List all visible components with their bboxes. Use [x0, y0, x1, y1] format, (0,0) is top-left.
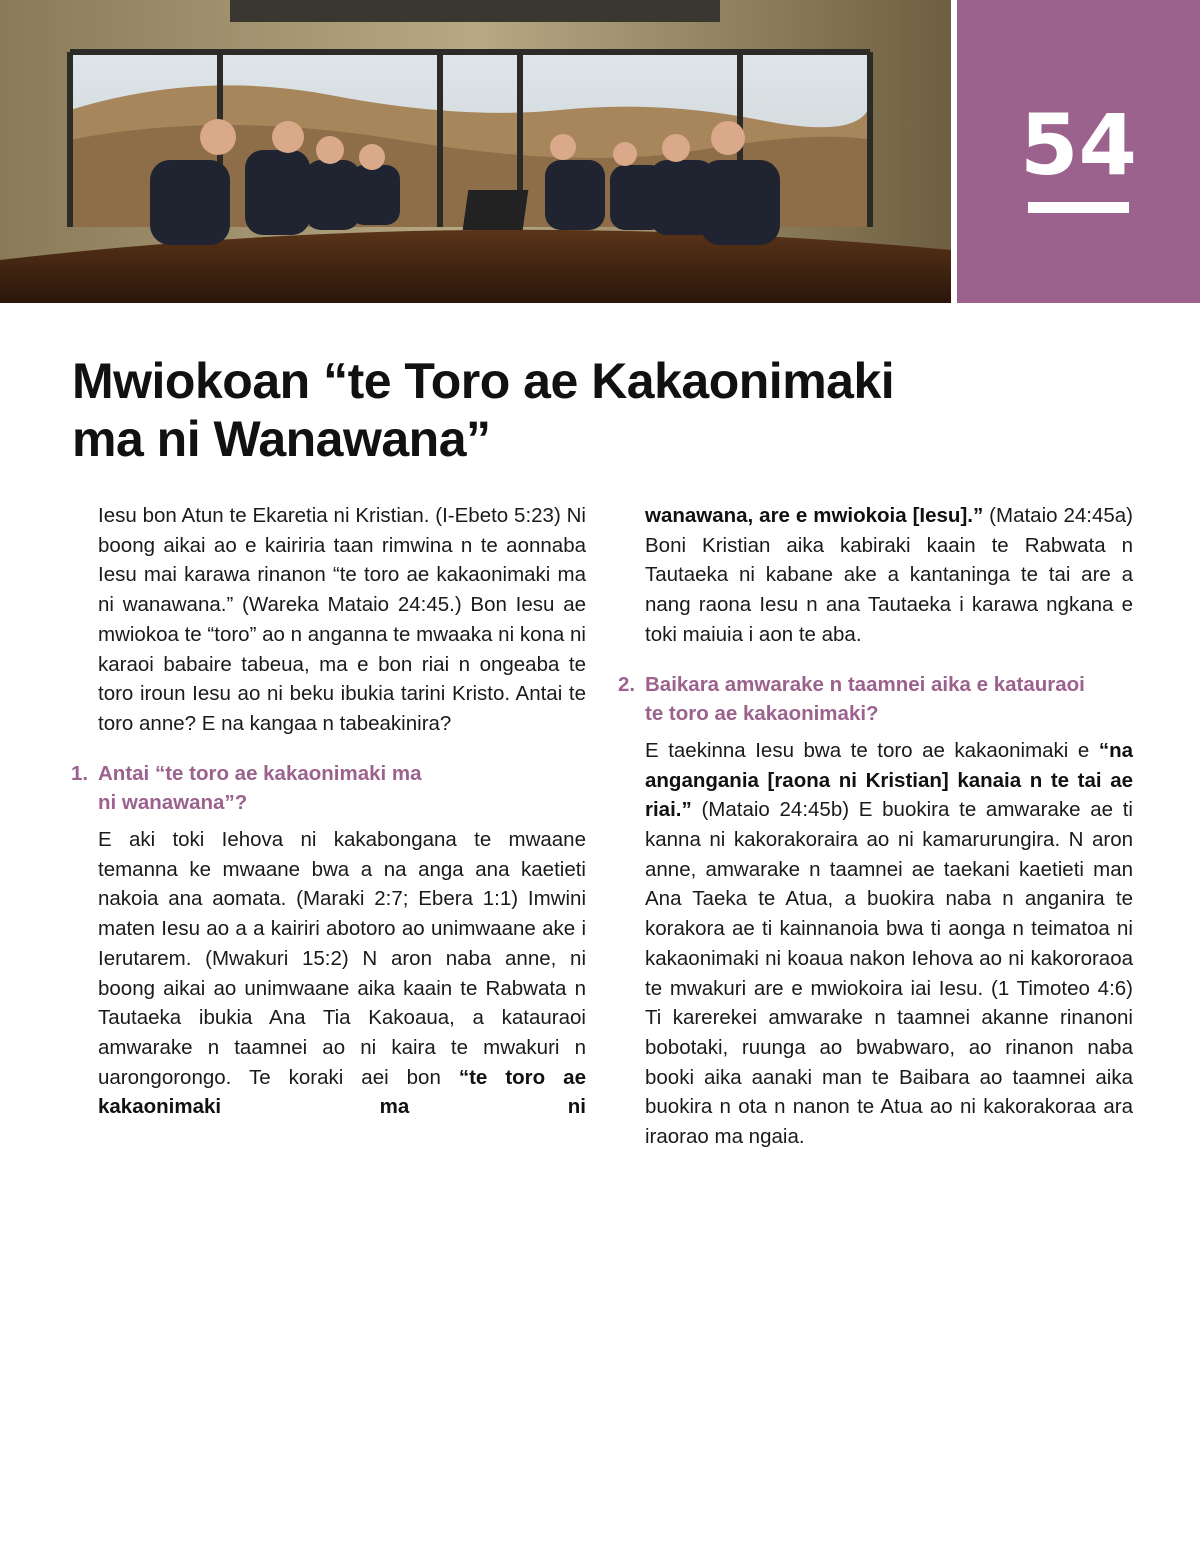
- question-1: [71, 759, 586, 818]
- title-line-2: ma ni Wanawana”: [72, 411, 491, 467]
- answer-2-text: (Mataio 24:45b) E buokira te amwarake ae ti kanna ni kakorakoraira ao ni kamarurungira. N aron anne, amwarake n taamnei ae taekani kaetieti man Ana Taeka te Atua, a buokira naba n anganira te korakora ae ti kainnanoia bwa ti aonga n teimatoa ni kakaonimaki ni koaua nakon Iehova ao ni kakororaoa te mwakuri are e mwiokoira iai Iesu. (1 Timoteo 4:6) Ti karerekei amwarake n taamnei akanne rinanoni bobotaki, ruunga ao bwabwaro, ao rinanon naba booki aika aanaki man te Baibara ao taamnei aika buokira n ota n nanon te Atua ao ni kakorakoraa ara iraorao ma ngaia.: [645, 798, 1133, 1149]
- answer-1-bold-quote: “te toro ae kakaonimaki ma ni: [98, 1065, 586, 1119]
- chapter-badge: [957, 0, 1200, 303]
- chapter-underline: [1028, 202, 1129, 213]
- question-1-number: 1.: [71, 761, 89, 785]
- meeting-room-illustration: [0, 0, 951, 303]
- column-left: [71, 501, 586, 1122]
- question-2-line-1: Baikara amwarake n taamnei aika e katauraoi: [645, 672, 1085, 696]
- answer-1-text: E aki toki Iehova ni kakabongana te mwaane temanna ke mwaane bwa a na anga ana kaetieti nakoia ana aomata. (Maraki 2:7; Ebera 1:1) Imwini maten Iesu ao a a kairiri abotoro ao unimwaane ake i Ierutarem. (Mwakuri 15:2) N aron naba anne, ni boong aikai ao unimwaane aika kaain te Rabwata n Tautaeka ibukia Ana Tia Kakoaua, a katauraoi amwarake n taamnei ao ni kaira te mwakuri n uarongorongo. Te koraki aei bon: [98, 828, 586, 1089]
- question-1-line-1: Antai “te toro ae kakaonimaki ma: [98, 761, 422, 785]
- chapter-number: 54: [1020, 96, 1137, 194]
- question-2-number: 2.: [618, 672, 636, 696]
- answer-1-paragraph: [98, 825, 586, 1122]
- header-photo-meeting: [0, 0, 951, 303]
- answer-1-continued: [645, 501, 1133, 650]
- question-1-line-2: ni wanawana”?: [98, 791, 248, 815]
- question-2: [618, 670, 1133, 729]
- page-title: [72, 352, 1072, 468]
- intro-paragraph: Iesu bon Atun te Ekaretia ni Kristian. (I-Ebeto 5:23) Ni boong aikai ao e kairiria taan rimwina n te aonnaba Iesu mai karawa rinanon “te toro ae kakaonimaki ma ni wanawana.” (Wareka Mataio 24:45.) Bon Iesu ae mwiokoa te “toro” ao n anganna te mwaaka ni kona ni karaoi babaire tabeua, ma e bon riai n ongeaba te toro iroun Iesu ao ni beku ibukia tarini Kristo. Antai te toro anne? E na kangaa n tabeakinira?: [98, 504, 586, 735]
- answer-1-continued-bold: wanawana, are e mwiokoia [Iesu].”: [645, 504, 984, 527]
- column-right: [618, 501, 1133, 1152]
- title-line-1: Mwiokoan “te Toro ae Kakaonimaki: [72, 353, 895, 409]
- answer-2-bold-quote: “na angangania [raona ni Kristian] kanaia n te tai ae riai.”: [645, 738, 1133, 822]
- answer-2-paragraph: [645, 736, 1133, 1152]
- answer-2-intro: E taekinna Iesu bwa te toro ae kakaonimaki e: [645, 738, 1099, 762]
- question-2-line-2: te toro ae kakaonimaki?: [645, 702, 879, 726]
- answer-1-continued-text: (Mataio 24:45a) Boni Kristian aika kabiraki kaain te Rabwata n Tautaeka ni kabane ake a kantaninga te tai are a nang raona Iesu n ana Tautaeka i karawa ngkana e toki maiuia i aon te aba.: [645, 504, 1133, 646]
